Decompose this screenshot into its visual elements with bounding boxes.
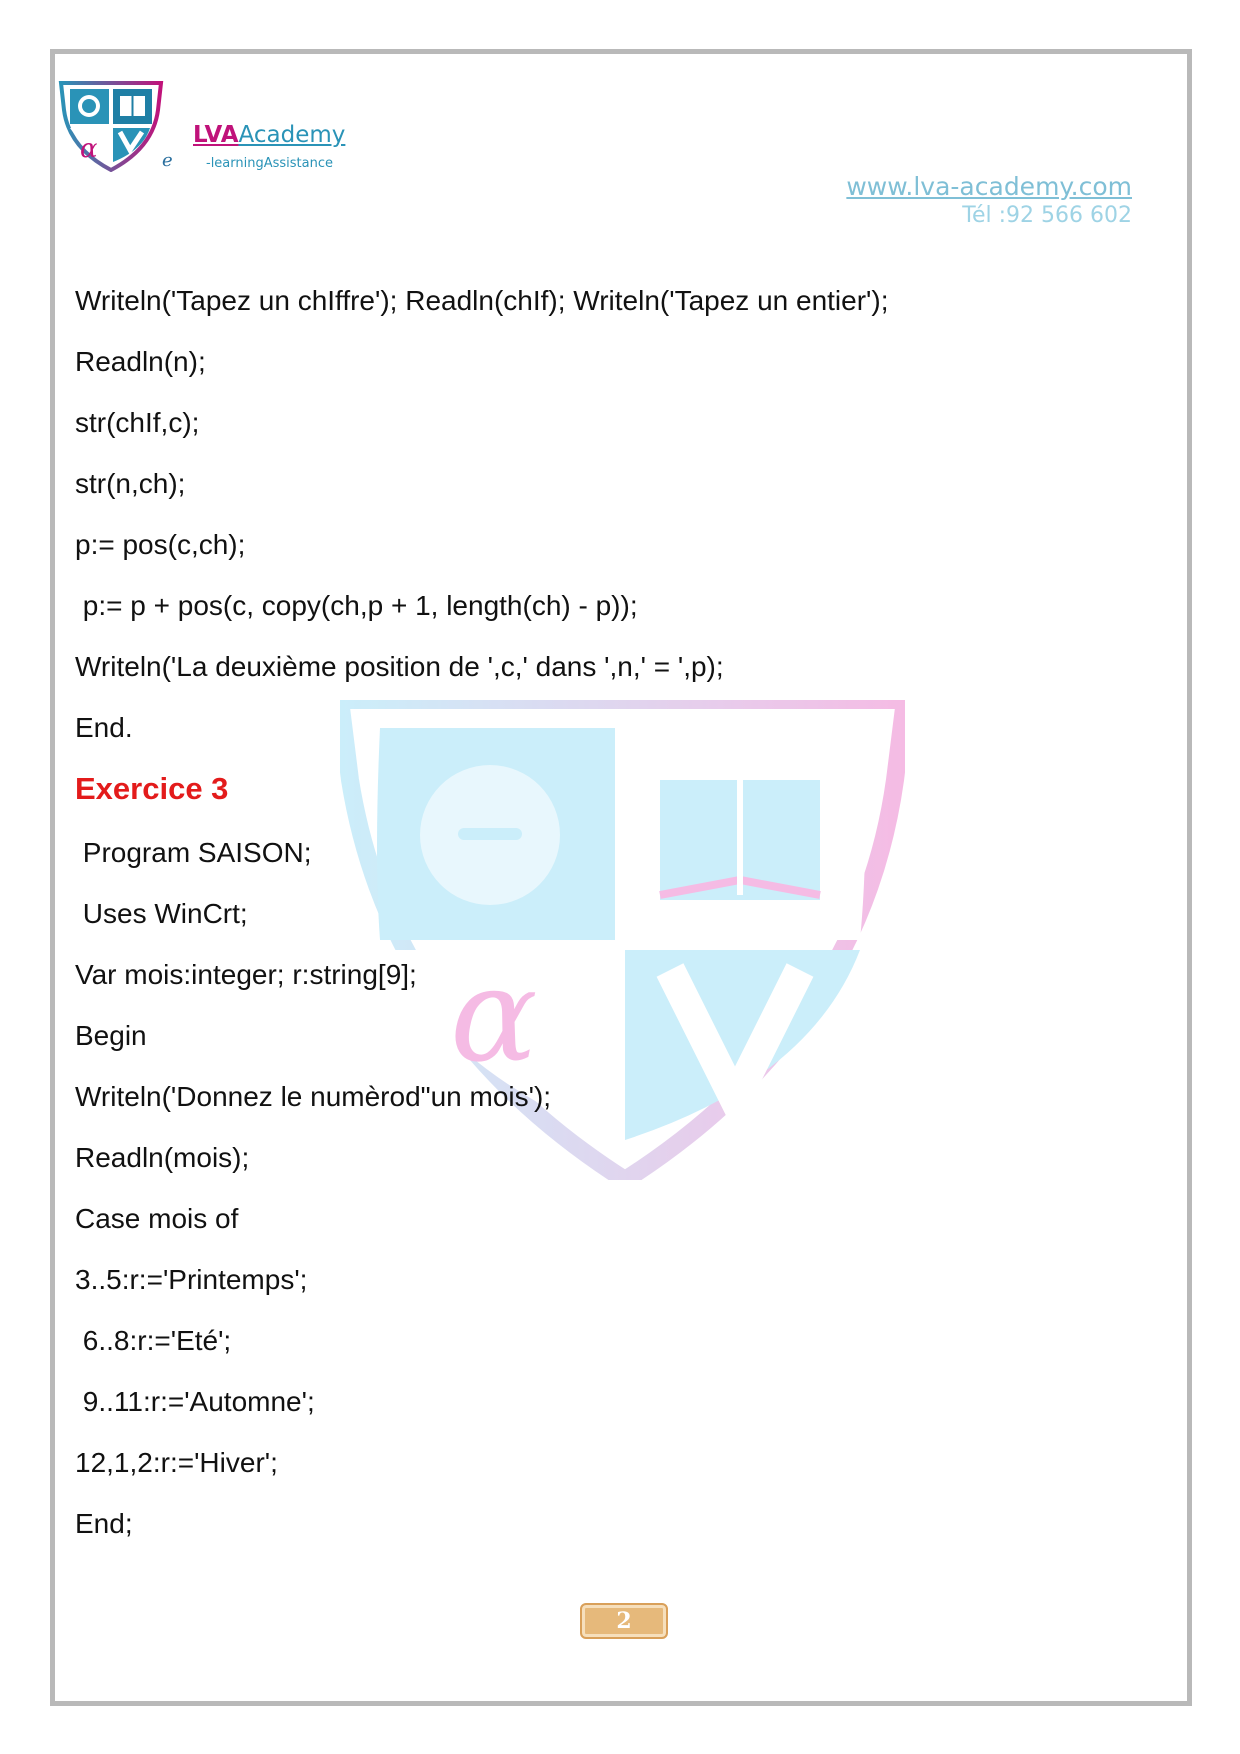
brand-name[interactable] (193, 122, 345, 148)
code-line: str(chIf,c); (75, 407, 200, 438)
code-line: Readln(n); (75, 346, 206, 377)
code-line: p:= pos(c,ch); (75, 529, 246, 560)
brand-academy: Academy (238, 122, 346, 148)
lva-shield-logo-icon (58, 80, 164, 172)
phone-number: Tél :92 566 602 (962, 203, 1132, 228)
code-line: End. (75, 712, 133, 743)
code-line: 12,1,2:r:='Hiver'; (75, 1447, 278, 1478)
website-link[interactable]: www.lva-academy.com (846, 172, 1132, 201)
code-line: Readln(mois); (75, 1142, 250, 1173)
code-line: Writeln('Tapez un chIffre'); Readln(chIf); Writeln('Tapez un entier'); (75, 285, 889, 316)
contact-info (846, 172, 1132, 230)
code-line: 9..11:r:='Automne'; (75, 1386, 315, 1417)
code-line: Case mois of (75, 1203, 239, 1234)
code-line: p:= p + pos(c, copy(ch,p + 1, length(ch) - p)); (75, 590, 638, 621)
code-line: Var mois:integer; r:string[9]; (75, 959, 417, 990)
brand-lva: LVA (193, 122, 239, 148)
code-line: 6..8:r:='Eté'; (75, 1325, 232, 1356)
document-body (75, 275, 1155, 1559)
code-line: Writeln('La deuxième position de ',c,' dans ',n,' = ',p); (75, 651, 724, 682)
code-line: Writeln('Donnez le numèrod"un mois'); (75, 1081, 552, 1112)
code-line: 3..5:r:='Printemps'; (75, 1264, 308, 1295)
code-line: Program SAISON; (75, 837, 312, 868)
code-line: End; (75, 1508, 133, 1539)
code-line: Begin (75, 1020, 147, 1051)
svg-text:α: α (80, 134, 98, 164)
exercise-heading: Exercice 3 (75, 771, 229, 806)
svg-text:α: α (450, 939, 538, 1091)
code-line: Uses WinCrt; (75, 898, 248, 929)
brand-e-letter: e (162, 150, 173, 171)
brand-tagline: -learningAssistance (206, 156, 333, 171)
code-line: str(n,ch); (75, 468, 186, 499)
page-number-badge: 2 (580, 1603, 668, 1639)
